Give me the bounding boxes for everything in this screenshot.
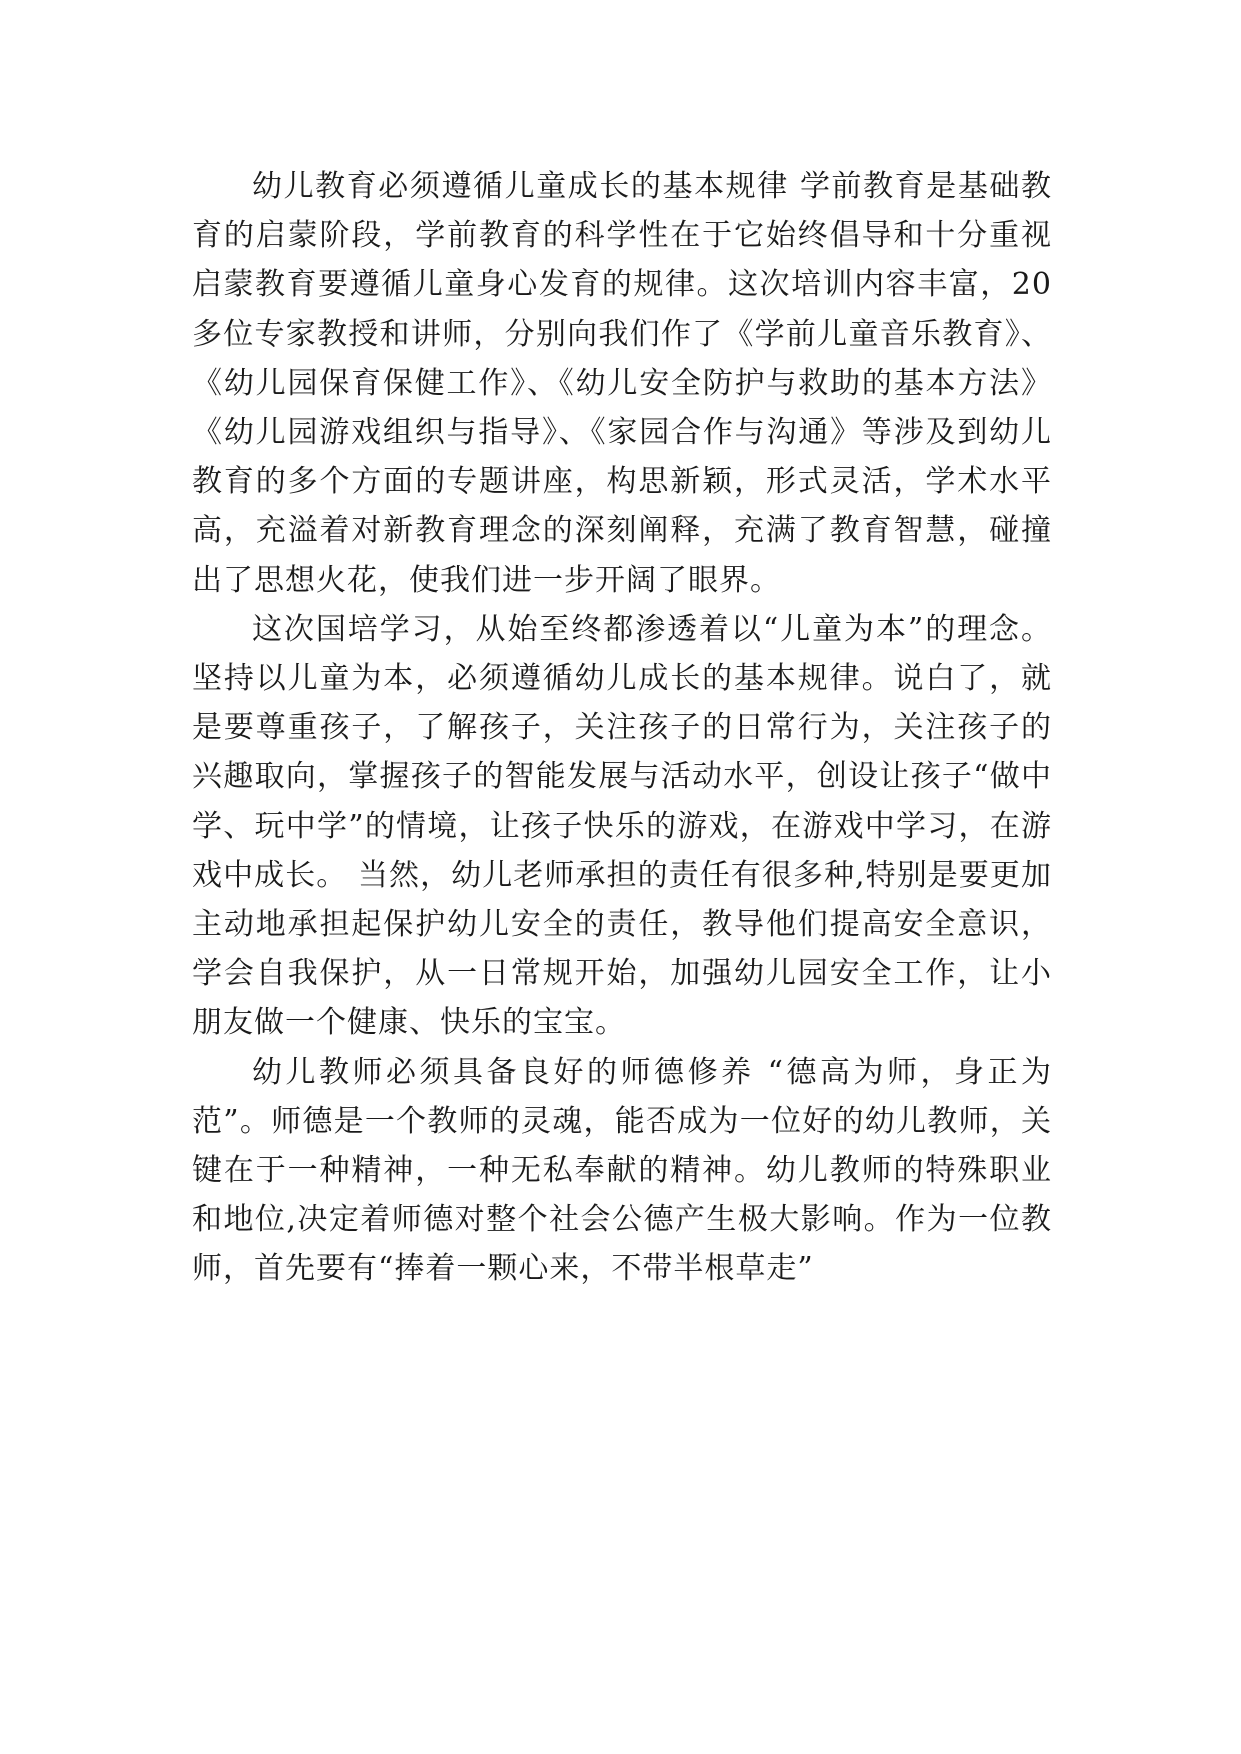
document-body xyxy=(192,162,1052,1294)
paragraph-2: 这次国培学习，从始至终都渗透着以“儿童为本”的理念。坚持以儿童为本，必须遵循幼儿成长的基本规律。说白了，就是要尊重孩子，了解孩子，关注孩子的日常行为，关注孩子的兴趣取向，掌握孩子的智能发展与活动水平，创设让孩子“做中学、玩中学”的情境，让孩子快乐的游戏，在游戏中学习，在游戏中成长。 当然，幼儿老师承担的责任有很多种,特别是要更加主动地承担起保护幼儿安全的责任，教导他们提高安全意识，学会自我保护，从一日常规开始，加强幼儿园安全工作，让小朋友做一个健康、快乐的宝宝。 xyxy=(192,611,1052,1041)
paragraph-1: 幼儿教育必须遵循儿童成长的基本规律 学前教育是基础教育的启蒙阶段，学前教育的科学性在于它始终倡导和十分重视启蒙教育要遵循儿童身心发育的规律。这次培训内容丰富，20多位专家教授和讲师，分别向我们作了《学前儿童音乐教育》、《幼儿园保育保健工作》、《幼儿安全防护与救助的基本方法》《幼儿园游戏组织与指导》、《家园合作与沟通》等涉及到幼儿教育的多个方面的专题讲座，构思新颖，形式灵活，学术水平高，充溢着对新教育理念的深刻阐释，充满了教育智慧，碰撞出了思想火花，使我们进一步开阔了眼界。 xyxy=(192,169,1052,598)
paragraph-3: 幼儿教师必须具备良好的师德修养 “德高为师，身正为范”。师德是一个教师的灵魂，能否成为一位好的幼儿教师，关键在于一种精神，一种无私奉献的精神。幼儿教师的特殊职业和地位,决定着师德对整个社会公德产生极大影响。作为一位教师，首先要有“捧着一颗心来，不带半根草走” xyxy=(192,1054,1052,1287)
